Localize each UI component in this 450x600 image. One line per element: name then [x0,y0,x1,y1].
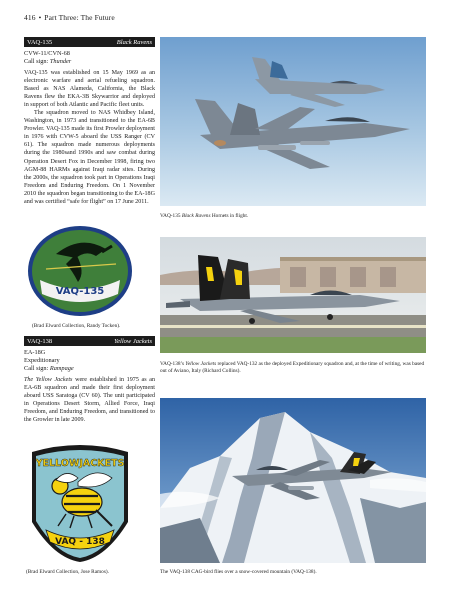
vaq138-callsign: Rampage [49,365,74,372]
vaq135-paragraph-2: The squadron moved to NAS Whidbey Island, Washington, in 1973 and transitioned to the EA-6B Prowler. VAQ-135 made its first Prowler deployment in 1976 with CVW-5 aboard the USS Ranger (CV 61). The squadron made numerous deployments during the 1980sand 1990s and saw combat during Operation Desert Fox in December 1998, firing two AGM-88 HARMs against Iraqi radar sites. During the 2000s, the squadron took part in Operations Iraqi Freedom and Enduring Freedom. On 1 November 2010 the squadron began transitioning to the EA-18G and was certified “safe for flight” on 17 June 2011. [24,110,155,205]
vaq138-body [24,376,155,424]
page-number: 416 [24,13,36,22]
vaq138-patch-top-text: YELLOWJACKETS [35,458,125,469]
vaq138-role: Expeditionary [24,357,60,364]
vaq135-paragraph-1: VAQ-135 was established on 15 May 1969 as an electronic warfare and aerial refueling squadron. Based as NAS Alameda, California, the Black Ravens flew the EKA-3B Skywarrior and deployed in support of both Atlantic and Pacific fleet units. [24,70,155,109]
vaq135-callsign-line [24,58,71,66]
vaq138-p1-name: The Yellow Jackets [24,377,73,383]
vaq135-patch-text: VAQ-135 [55,286,105,297]
vaq135-caption-post: Hornets in flight. [210,213,249,219]
vaq138-caption-pre: VAQ-138’s [160,361,186,367]
running-head [24,13,115,22]
vaq138-patch-caption: (Brad Elward Collection, Jose Ramos). [26,569,109,575]
vaq138-p1-text: were established in 1975 as an EA-6B squadron and made their first deployment aboard USS Saratoga (CV 60). The unit participated in Operations Desert Storm, Allied Force, Iraqi Freedom, and Enduring Freedom, and transitioned to the Growler in late 2009. [24,377,156,424]
vaq138-caption-name: Yellow Jackets [185,361,217,367]
vaq135-bar-motto: Black Ravens [116,38,152,46]
vaq138-mountain-caption: The VAQ-138 CAG-bird flies over a snow-covered mountain (VAQ-138). [160,569,317,575]
vaq135-callsign: Thunder [49,58,72,65]
vaq135-hornets-photo [160,37,426,206]
vaq135-title-bar [24,37,155,47]
vaq138-aircraft: EA-18G [24,349,46,356]
vaq138-patch [26,442,134,563]
vaq135-caption-name: Black Ravens [181,213,211,219]
vaq135-caption-pre: VAQ-135 [160,213,182,219]
vaq138-caption-post: replaced VAQ-132 as the deployed Expeditionary squadron and, at the time of writing, was based out of Aviano, Italy (Richard Collins). [160,361,425,374]
vaq138-mountain-photo [160,398,426,563]
vaq135-callsign-label: Call sign: [24,58,50,65]
vaq138-ground-photo [160,237,426,353]
vaq135-photo-caption [160,213,248,220]
part-title: Part Three: The Future [44,13,115,22]
vaq135-patch [26,224,134,318]
vaq138-title-bar [24,336,155,346]
vaq135-bar-id: VAQ-135 [27,38,53,46]
vaq138-callsign-label: Call sign: [24,365,50,372]
vaq138-bar-id: VAQ-138 [27,337,53,345]
vaq138-callsign-line [24,365,74,373]
vaq138-ground-caption [160,361,426,375]
vaq138-patch-bottom-text: VAQ - 138 [55,537,105,547]
vaq138-paragraph-1 [24,376,155,424]
header-separator: • [38,13,42,22]
vaq135-patch-caption: (Brad Elward Collection, Randy Tocken). [32,323,121,329]
vaq138-bar-motto: Yellow Jackets [114,337,152,345]
vaq135-body [24,69,155,206]
vaq135-wing: CVW-11/CVN-68 [24,50,70,57]
